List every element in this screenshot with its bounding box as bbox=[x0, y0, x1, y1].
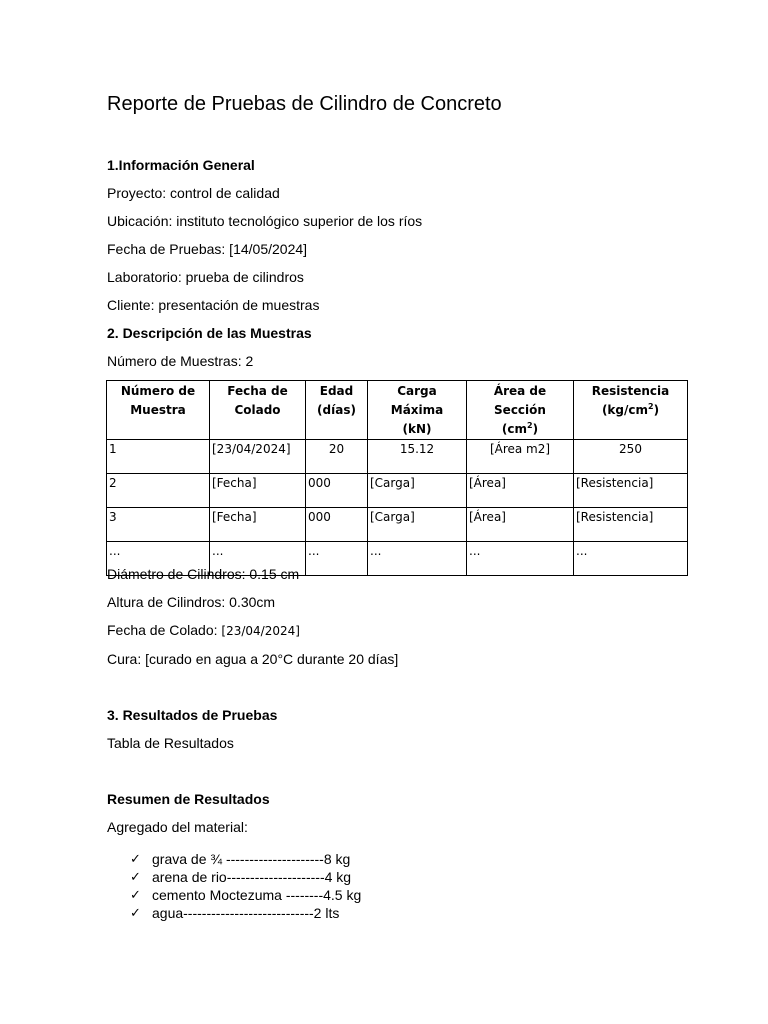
section-heading-general: 1.Información General bbox=[107, 157, 255, 173]
table-header-row bbox=[107, 381, 688, 440]
table-cell: [Carga] bbox=[368, 508, 467, 542]
checkmark-icon: ✓ bbox=[130, 869, 141, 884]
table-cell: [Área] bbox=[467, 474, 574, 508]
section-heading-resultados: 3. Resultados de Pruebas bbox=[107, 707, 278, 723]
table-row bbox=[107, 474, 688, 508]
table-cell: [Área] bbox=[467, 508, 574, 542]
document-title: Reporte de Pruebas de Cilindro de Concreto bbox=[107, 93, 502, 115]
samples-table bbox=[106, 380, 688, 576]
fecha-pruebas-line: Fecha de Pruebas: [14/05/2024] bbox=[107, 241, 308, 257]
table-cell: ... bbox=[210, 542, 306, 576]
table-cell: 20 bbox=[306, 440, 368, 474]
diametro-line: Diámetro de Cilindros: 0.15 cm bbox=[107, 566, 300, 582]
table-cell: ... bbox=[467, 542, 574, 576]
cliente-line: Cliente: presentación de muestras bbox=[107, 297, 320, 313]
list-item-text: grava de ¾ ---------------------8 kg bbox=[152, 851, 351, 867]
table-cell: [Fecha] bbox=[210, 508, 306, 542]
table-cell: [Resistencia] bbox=[574, 508, 688, 542]
ubicacion-line: Ubicación: instituto tecnológico superior de los ríos bbox=[107, 213, 423, 229]
table-cell: 2 bbox=[107, 474, 210, 508]
cura-line: Cura: [curado en agua a 20°C durante 20 días] bbox=[107, 651, 399, 667]
checkmark-icon: ✓ bbox=[130, 887, 141, 902]
section-heading-muestras: 2. Descripción de las Muestras bbox=[107, 325, 312, 341]
proyecto-line: Proyecto: control de calidad bbox=[107, 185, 280, 201]
fecha-colado-line bbox=[107, 621, 300, 640]
table-cell: ... bbox=[107, 542, 210, 576]
table-cell: ... bbox=[368, 542, 467, 576]
fecha-colado-value: [23/04/2024] bbox=[221, 624, 300, 638]
tabla-resultados-line: Tabla de Resultados bbox=[107, 735, 234, 751]
laboratorio-line: Laboratorio: prueba de cilindros bbox=[107, 269, 304, 285]
table-cell: 3 bbox=[107, 508, 210, 542]
list-item-text: cemento Moctezuma --------4.5 kg bbox=[152, 887, 362, 903]
section-heading-resumen: Resumen de Resultados bbox=[107, 791, 270, 807]
table-cell: ... bbox=[574, 542, 688, 576]
table-header: Carga Máxima (kN) bbox=[368, 381, 467, 440]
table-cell: ... bbox=[306, 542, 368, 576]
table-cell: [Área m2] bbox=[467, 440, 574, 474]
checkmark-icon: ✓ bbox=[130, 905, 141, 920]
table-cell: [23/04/2024] bbox=[210, 440, 306, 474]
table-row bbox=[107, 440, 688, 474]
table-header: Resistencia $(kg/cm^2)$ bbox=[574, 381, 688, 440]
checkmark-icon: ✓ bbox=[130, 851, 141, 866]
table-header: Fecha de Colado bbox=[210, 381, 306, 440]
fecha-colado-label: Fecha de Colado: bbox=[107, 622, 222, 638]
table-cell: 1 bbox=[107, 440, 210, 474]
table-header: Área de Sección $(cm^2)$ bbox=[467, 381, 574, 440]
table-cell: 000 bbox=[306, 474, 368, 508]
agregado-line: Agregado del material: bbox=[107, 819, 248, 835]
altura-line: Altura de Cilindros: 0.30cm bbox=[107, 594, 276, 610]
numero-muestras-line: Número de Muestras: 2 bbox=[107, 353, 254, 369]
table-header: Número de Muestra bbox=[107, 381, 210, 440]
table-cell: 000 bbox=[306, 508, 368, 542]
table-cell: [Carga] bbox=[368, 474, 467, 508]
table-header: Edad (días) bbox=[306, 381, 368, 440]
list-item-text: agua----------------------------2 lts bbox=[152, 905, 340, 921]
list-item-text: arena de rio---------------------4 kg bbox=[152, 869, 352, 885]
table-cell: 250 bbox=[574, 440, 688, 474]
table-cell: 15.12 bbox=[368, 440, 467, 474]
table-cell: [Resistencia] bbox=[574, 474, 688, 508]
table-cell: [Fecha] bbox=[210, 474, 306, 508]
table-row bbox=[107, 508, 688, 542]
